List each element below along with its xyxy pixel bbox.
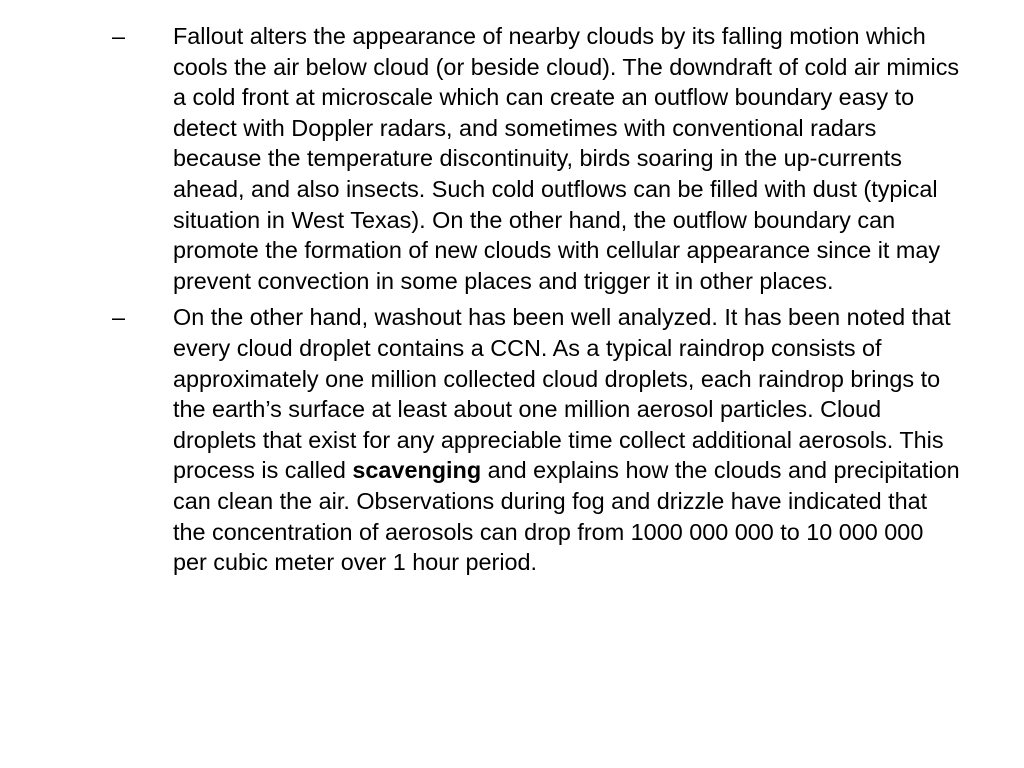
washout-text-before: On the other hand, washout has been well analyzed. It has been noted that every cloud droplet contains a CCN. As a typical raindrop consists of approximately one million collected cloud droplets, each raindrop brings to the earth’s surface at least about one million aerosol particles. Cloud droplets that exist for any appreciable time collect additional aerosols. This process is called <box>173 304 951 484</box>
dash-bullet-marker: – <box>112 304 126 331</box>
bullet-item-washout <box>112 302 972 577</box>
dash-bullet-marker: – <box>112 23 126 49</box>
scavenging-term: scavenging <box>352 457 482 484</box>
bullet-item-fallout <box>112 21 972 296</box>
fallout-paragraph: Fallout alters the appearance of nearby clouds by its falling motion which cools the air below cloud (or beside cloud). The downdraft of cold air mimics a cold front at microscale which can create an outflow boundary easy to detect with Doppler radars, and sometimes with conventional radars because the temperature discontinuity, birds soaring in the up-currents ahead, and also insects. Such cold outflows can be filled with dust (typical situation in West Texas). On the other hand, the outflow boundary can promote the formation of new clouds with cellular appearance since it may prevent convection in some places and trigger it in other places. <box>173 23 960 294</box>
washout-text-after: and explains how the clouds and precipitation can clean the air. Observations during fog and drizzle have indicated that the concentration of aerosols can drop from 1000 000 000 to 10 000 000 per cubic meter over 1 hour period. <box>173 457 960 576</box>
bullet-list <box>112 21 972 584</box>
washout-paragraph <box>173 302 963 577</box>
